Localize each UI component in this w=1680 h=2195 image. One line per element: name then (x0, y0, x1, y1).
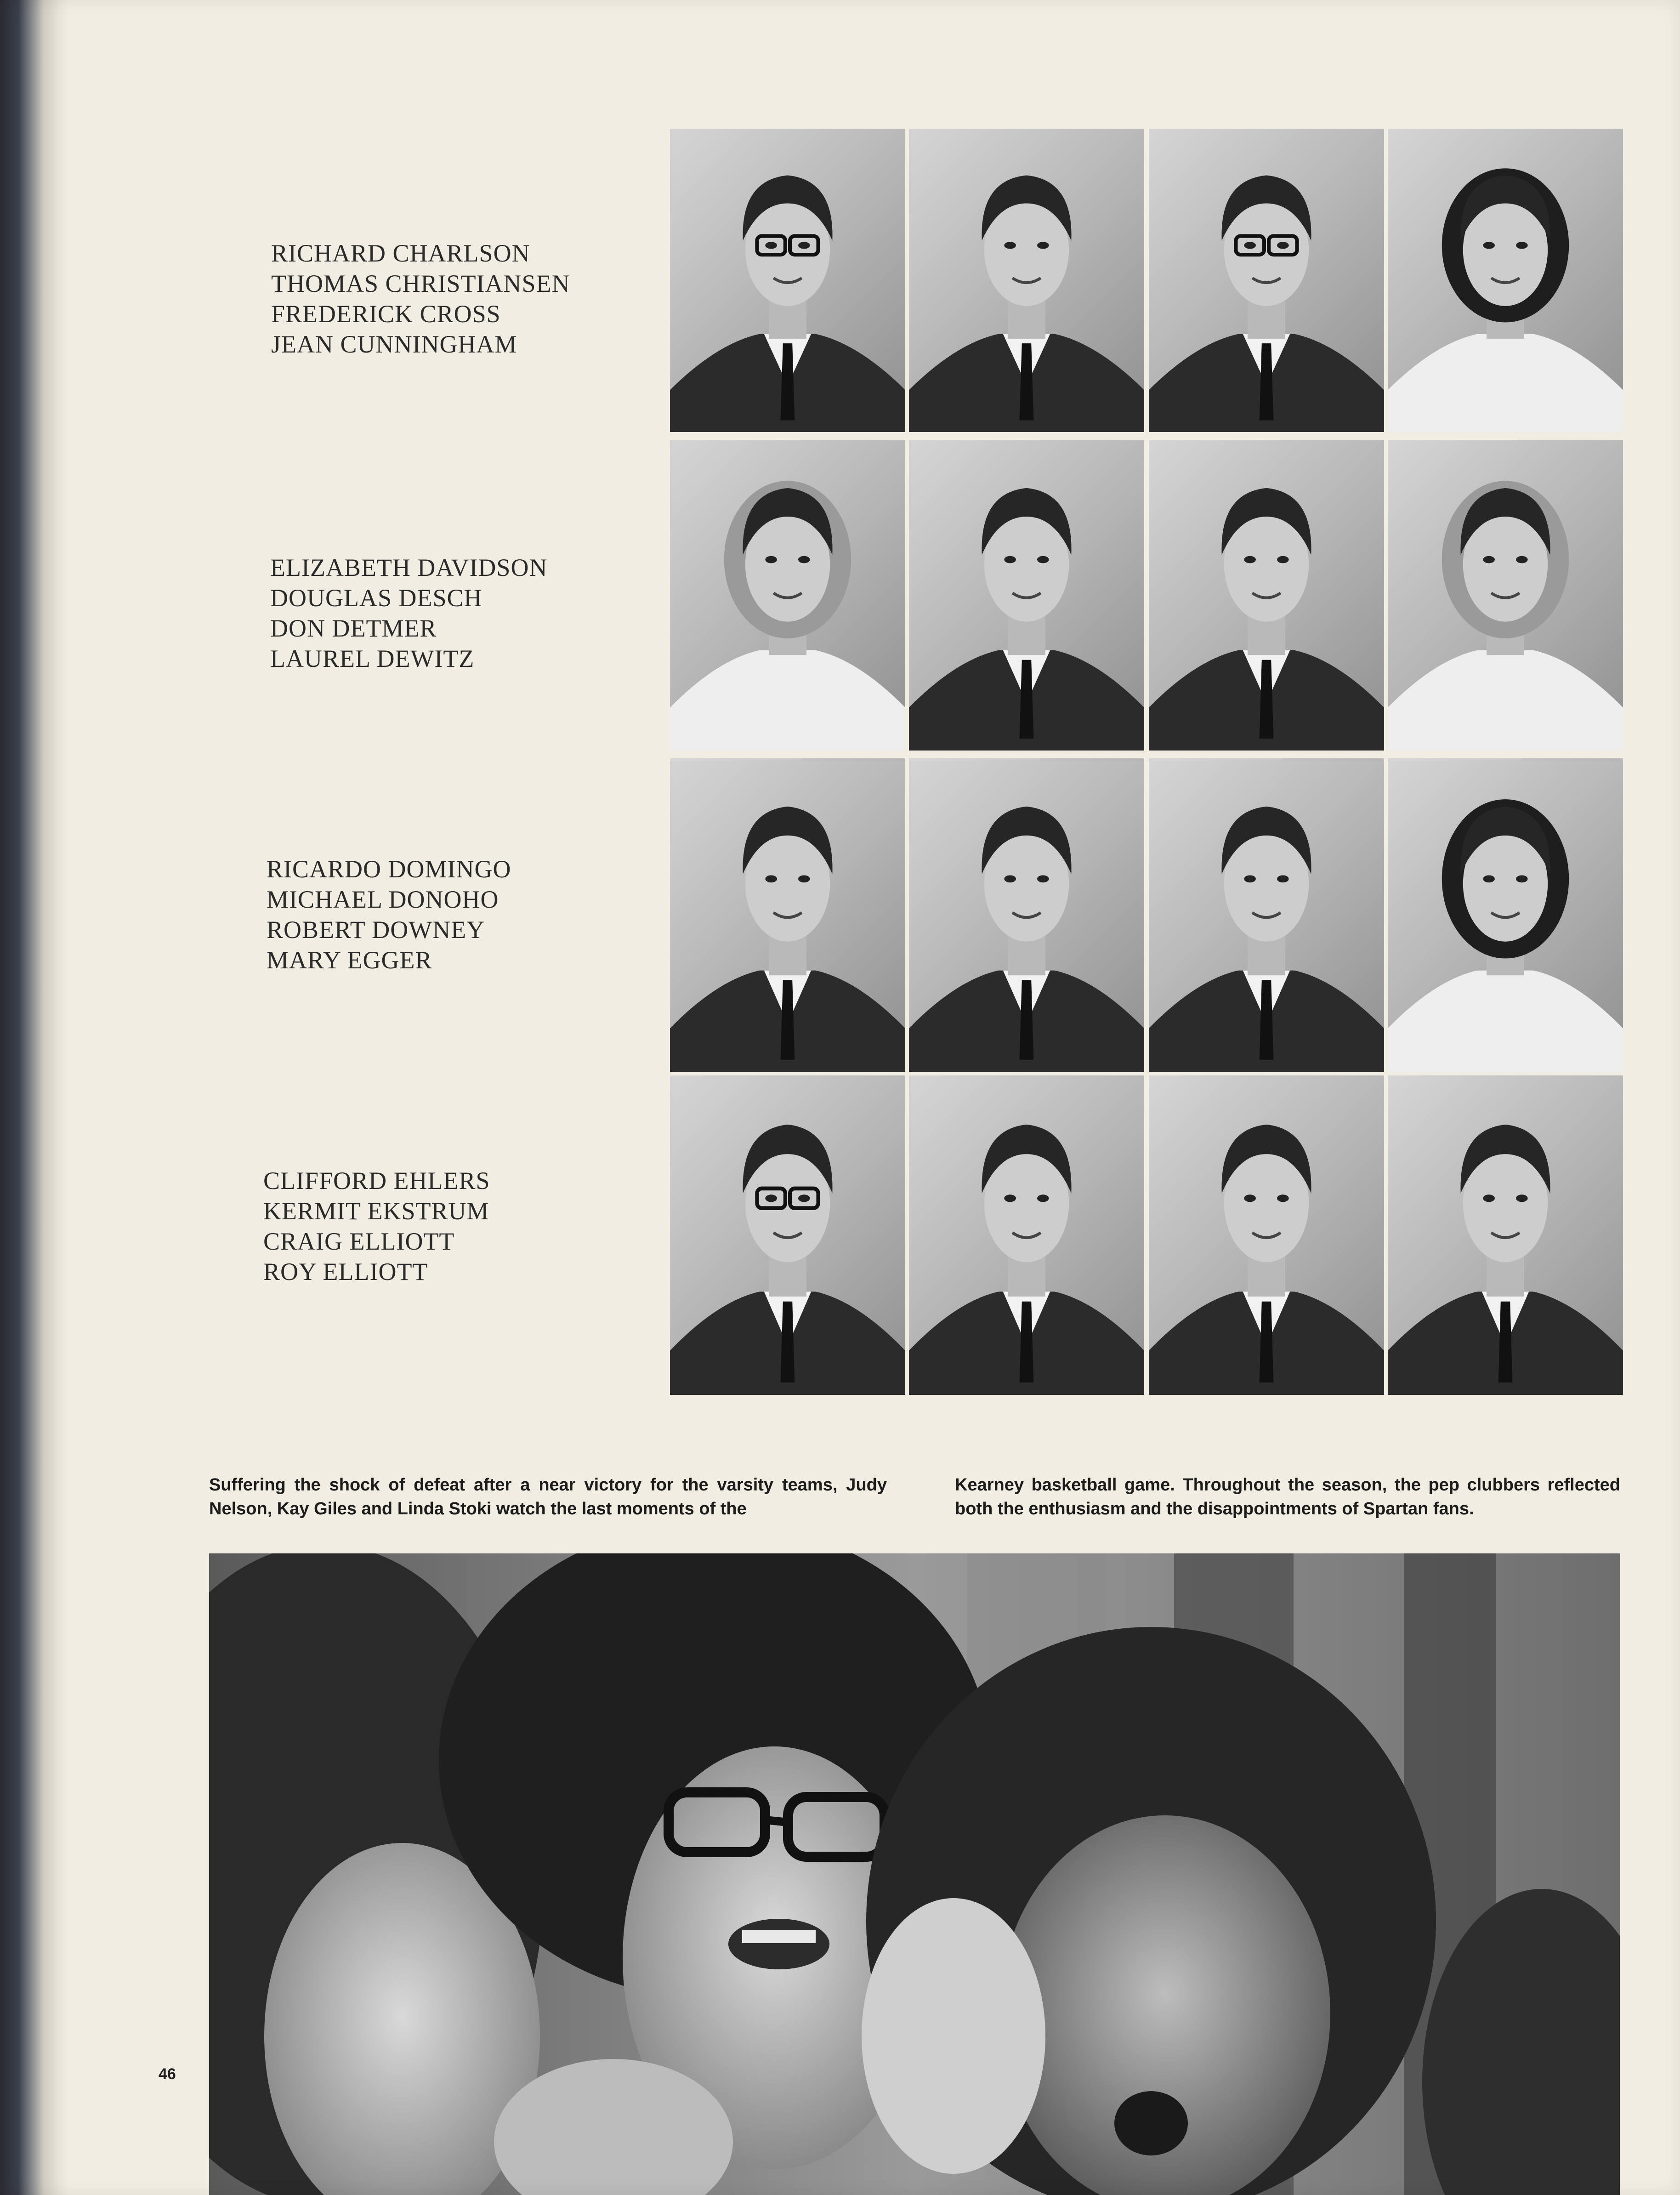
student-name: RICARDO DOMINGO (267, 855, 511, 883)
student-portrait (1388, 129, 1623, 432)
page-number: 46 (159, 2065, 176, 2083)
student-portrait (1149, 1075, 1384, 1395)
student-name: FREDERICK CROSS (271, 300, 501, 328)
binding-edge (0, 0, 69, 2195)
student-name: THOMAS CHRISTIANSEN (271, 270, 570, 297)
student-name: JEAN CUNNINGHAM (271, 330, 517, 358)
student-portrait (1388, 440, 1623, 751)
photo-caption-left: Suffering the shock of defeat after a near victory for the varsity teams, Judy Nelson, Kay Giles and Linda Stoki watch the last moments of the (209, 1475, 887, 1518)
student-portrait (670, 1075, 905, 1395)
student-portrait (909, 440, 1144, 751)
names-block-3 (267, 854, 511, 975)
student-portrait (909, 129, 1144, 432)
student-name: MICHAEL DONOHO (267, 886, 499, 913)
student-name: DON DETMER (270, 614, 437, 642)
student-name: CRAIG ELLIOTT (263, 1228, 455, 1255)
student-name: CLIFFORD EHLERS (263, 1167, 490, 1194)
student-portrait (670, 758, 905, 1072)
student-portrait (1388, 758, 1623, 1072)
student-name: LAUREL DEWITZ (270, 645, 475, 672)
names-block-4 (263, 1166, 490, 1287)
student-portrait (1149, 758, 1384, 1072)
names-block-2 (270, 552, 547, 674)
student-portrait (1149, 440, 1384, 751)
student-portrait (670, 129, 905, 432)
photo-caption-right: Kearney basketball game. Throughout the season, the pep clubbers reflected both the enthusiasm and the disappointments of Spartan fans. (955, 1475, 1620, 1518)
student-portrait (670, 440, 905, 751)
student-name: RICHARD CHARLSON (271, 239, 530, 267)
student-portrait (1388, 1075, 1623, 1395)
pep-club-photo (209, 1553, 1620, 2195)
student-name: MARY EGGER (267, 946, 432, 974)
student-portrait (1149, 129, 1384, 432)
student-name: ELIZABETH DAVIDSON (270, 554, 548, 581)
student-name: KERMIT EKSTRUM (263, 1197, 489, 1225)
names-block-1 (271, 238, 570, 359)
student-name: DOUGLAS DESCH (270, 584, 482, 612)
student-name: ROY ELLIOTT (263, 1258, 428, 1285)
student-portrait (909, 1075, 1144, 1395)
student-portrait (909, 758, 1144, 1072)
student-name: ROBERT DOWNEY (267, 916, 485, 944)
